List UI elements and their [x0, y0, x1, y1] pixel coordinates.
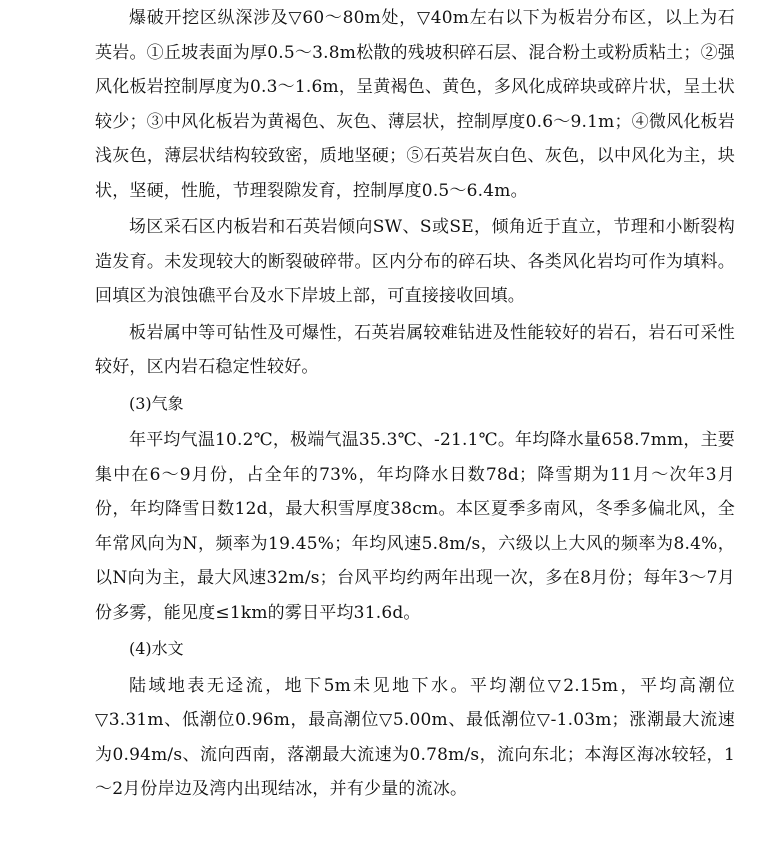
section-heading-hydrology: (4)水文	[129, 639, 184, 658]
document-page	[95, 0, 735, 809]
paragraph-geology-rock-distribution: 爆破开挖区纵深涉及▽60～80m处，▽40m左右以下为板岩分布区，以上为石英岩。①丘坡表面为厚0.5～3.8m松散的残坡积碎石层、混合粉土或粉质粘土；②强风化板岩控制厚度为0.3～1.6m，呈黄褐色、黄色，多风化成碎块或碎片状，呈土状较少；③中风化板岩为黄褐色、灰色、薄层状，控制厚度0.6～9.1m；④微风化板岩浅灰色，薄层状结构较致密，质地坚硬；⑤石英岩灰白色、灰色，以中风化为主，块状，坚硬，性脆，节理裂隙发育，控制厚度0.5～6.4m。	[95, 8, 735, 201]
paragraph-hydrology: 陆域地表无迳流，地下5m未见地下水。平均潮位▽2.15m，平均高潮位▽3.31m、低潮位0.96m，最高潮位▽5.00m、最低潮位▽-1.03m；涨潮最大流速为0.94m/s、流向西南，落潮最大流速为0.78m/s，流向东北；本海区海冰较轻，1～2月份岸边及湾内出现结冰，并有少量的流冰。	[95, 675, 735, 799]
paragraph-weather: 年平均气温10.2℃，极端气温35.3℃、-21.1℃。年均降水量658.7mm，主要集中在6～9月份，占全年的73%，年均降水日数78d；降雪期为11月～次年3月份，年均降雪日数12d，最大积雪厚度38cm。本区夏季多南风，冬季多偏北风，全年常风向为N，频率为19.45%；年均风速5.8m/s，六级以上大风的频率为8.4%，以N向为主，最大风速32m/s；台风平均约两年出现一次，多在8月份；每年3～7月份多雾，能见度≤1km的雾日平均31.6d。	[95, 430, 735, 623]
paragraph-rock-drillability: 板岩属中等可钻性及可爆性，石英岩属较难钻进及性能较好的岩石，岩石可采性较好，区内岩石稳定性较好。	[95, 322, 735, 377]
paragraph-quarry-structure: 场区采石区内板岩和石英岩倾向SW、S或SE，倾角近于直立，节理和小断裂构造发育。未发现较大的断裂破碎带。区内分布的碎石块、各类风化岩均可作为填料。回填区为浪蚀礁平台及水下岸坡上部，可直接接收回填。	[95, 217, 735, 306]
section-heading-weather: (3)气象	[129, 393, 184, 413]
